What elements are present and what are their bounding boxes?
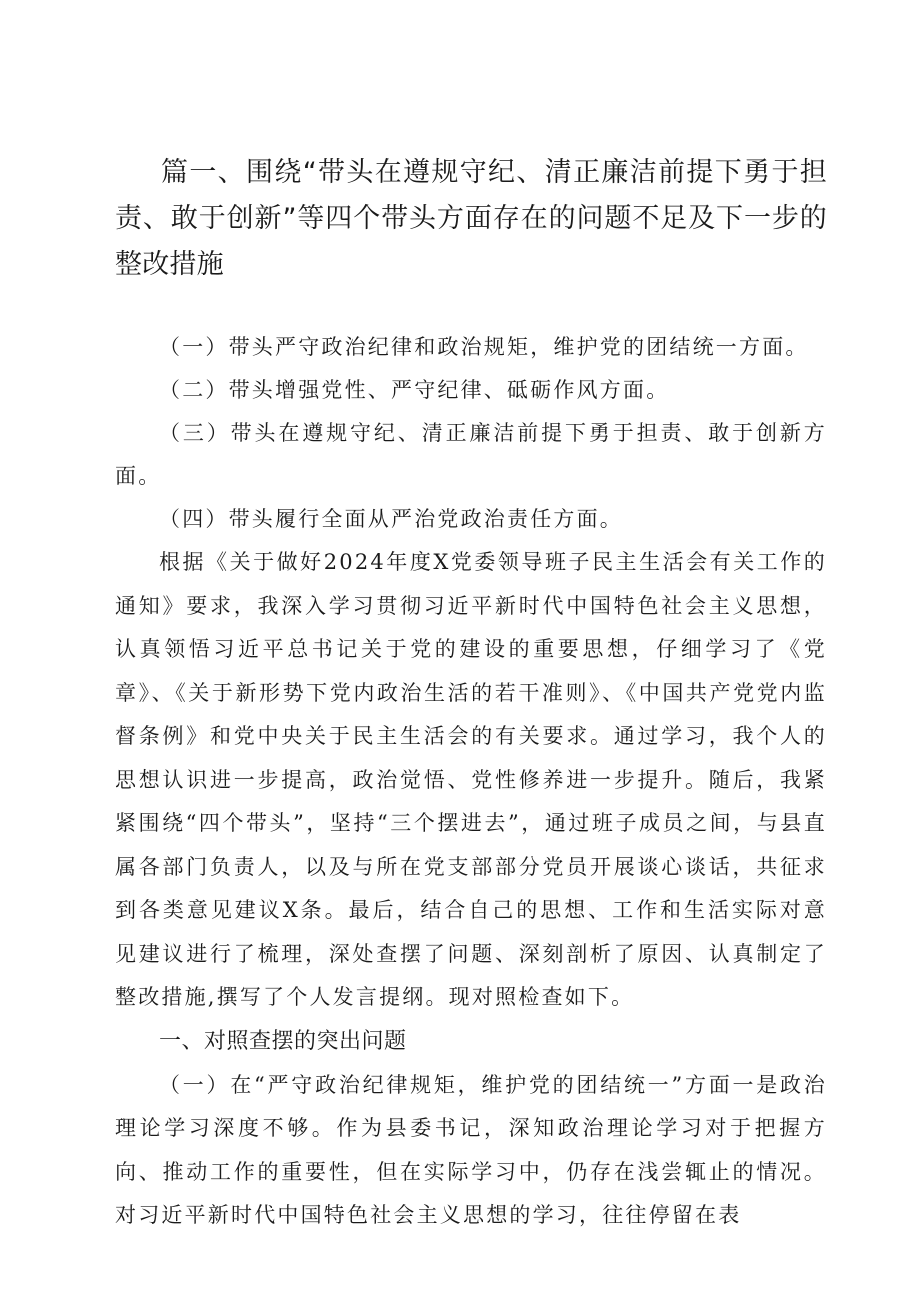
toc-list — [115, 326, 827, 541]
toc-item: （一）带头严守政治纪律和政治规矩，维护党的团结统一方面。 — [159, 335, 809, 359]
document-title: 篇一、围绕“带头在遵规守纪、清正廉洁前提下勇于担责、敢于创新”等四个带头方面存在的问题不足及下一步的整改措施 — [115, 157, 827, 280]
toc-item: （四）带头履行全面从严治党政治责任方面。 — [159, 507, 623, 531]
section-heading: 一、对照查摆的突出问题 — [159, 1028, 407, 1054]
intro-paragraph: 根据《关于做好2024年度X党委领导班子民主生活会有关工作的通知》要求，我深入学习贯彻习近平新时代中国特色社会主义思想，认真领悟习近平总书记关于党的建设的重要思想，仔细学习了《党章》、《关于新形势下党内政治生活的若干准则》、《中国共产党党内监督条例》和党中央关于民主生活会的有关要求。通过学习，我个人的思想认识进一步提高，政治觉悟、党性修养进一步提升。随后，我紧紧围绕“四个带头”，坚持“三个摆进去”，通过班子成员之间，与县直属各部门负责人，以及与所在党支部部分党员开展谈心谈话，共征求到各类意见建议X条。最后，结合自己的思想、工作和生活实际对意见建议进行了梳理，深处查摆了问题、深刻剖析了原因、认真制定了整改措施,撰写了个人发言提纲。现对照检查如下。 — [115, 550, 827, 1009]
toc-item: （二）带头增强党性、严守纪律、砥砺作风方面。 — [159, 378, 670, 402]
section-paragraph: （一）在“严守政治纪律规矩，维护党的团结统一”方面一是政治理论学习深度不够。作为县委书记，深知政治理论学习对于把握方向、推动工作的重要性，但在实际学习中，仍存在浅尝辄止的情况。对习近平新时代中国特色社会主义思想的学习，往往停留在表 — [115, 1072, 827, 1227]
document-page — [115, 150, 827, 1238]
toc-item: （三）带头在遵规守纪、清正廉洁前提下勇于担责、敢于创新方面。 — [115, 421, 827, 488]
